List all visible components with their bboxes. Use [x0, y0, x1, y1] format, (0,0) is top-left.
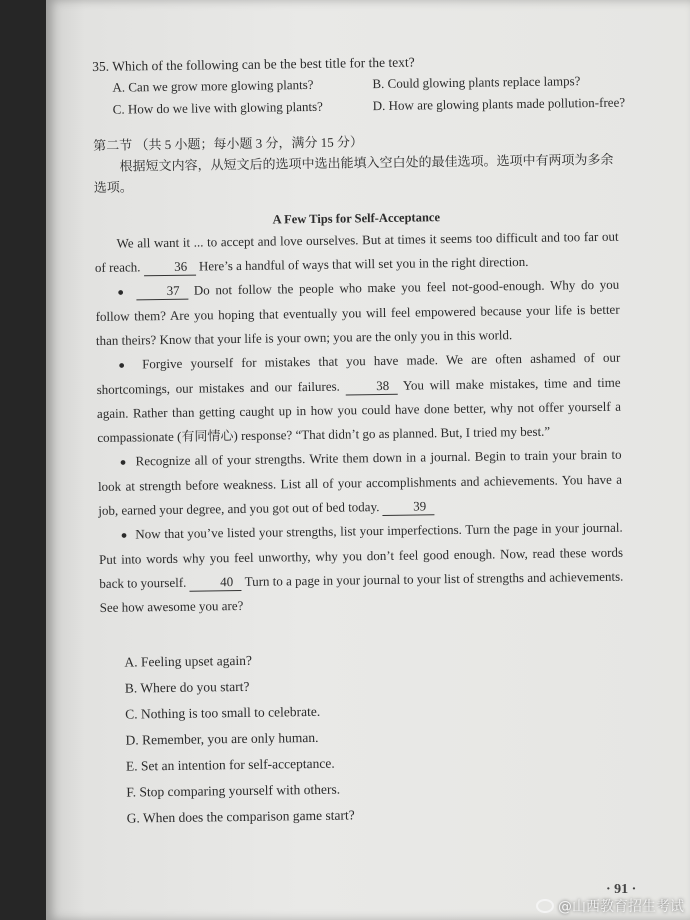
page-content [92, 49, 627, 832]
option-b: B. Could glowing plants replace lamps? [372, 73, 581, 92]
answer-options [100, 643, 626, 832]
section-instructions: 根据短文内容，从短文后的选项中选出能填入空白处的最佳选项。选项中有两项为多余选项。 [93, 151, 614, 195]
section-2 [93, 128, 618, 198]
text: We all want it ... to accept and love ourselves. But at times it seems too difficult and too far out of reach. [94, 228, 619, 275]
text: Forgive yourself for mistakes that you have made. We are often ashamed of our shortcomings, our mistakes and our failures. [96, 349, 621, 397]
text: Turn to a page in your journal to your list of strengths and achievements. See how awesome you are? [99, 568, 624, 615]
paragraph-5 [99, 516, 624, 620]
watermark-text: @山西教育招生考试 [558, 899, 684, 915]
question-stem: 35. Which of the following can be the best title for the text? [92, 54, 415, 74]
text: Recognize all of your strengths. Write them down in a journal. Begin to train your brain to look at strength before weakness. List all of your accomplishments and achievements. You have a job, earned your degree, and you got out of bed today. [97, 446, 623, 518]
option-d: D. How are glowing plants made pollution-free? [372, 94, 626, 114]
section-heading: 第二节 （共 5 小题；每小题 3 分，满分 15 分） [93, 134, 364, 153]
bullet-icon: ● [118, 359, 131, 372]
paragraph-1 [94, 225, 619, 280]
weibo-icon [536, 899, 554, 913]
answer-d: D. Remember, you are only human. [125, 729, 319, 748]
answer-b: B. Where do you start? [124, 678, 250, 696]
watermark [536, 896, 684, 916]
option-c: C. How do we live with glowing plants? [112, 98, 323, 117]
text: Here’s a handful of ways that will set you in the right direction. [198, 253, 529, 274]
passage-title: A Few Tips for Self-Acceptance [272, 210, 441, 227]
blank-37: 37 [136, 283, 188, 301]
answer-f: F. Stop comparing yourself with others. [126, 781, 341, 800]
paragraph-4 [98, 443, 623, 523]
page-number: · 91 · [606, 882, 637, 897]
paragraph-2 [95, 273, 620, 353]
answer-a: A. Feeling upset again? [124, 652, 253, 670]
question-options [92, 70, 626, 121]
answer-e: E. Set an intention for self-acceptance. [125, 755, 335, 774]
text: You will make mistakes, time and time again. Rather than getting caught up in how you could have done better, why not offer yourself a compassionate (有同情心) response? “That didn’t go as planned. But, I tried my best.” [96, 374, 622, 445]
blank-40: 40 [190, 574, 242, 592]
paragraph-3 [96, 346, 621, 450]
text: Do not follow the people who make you feel not-good-enough. Why do you follow them? Are you hoping that eventually you will feel empowered because your life is better than theirs? Know that your life is your own; you are the only you in this world. [95, 276, 620, 348]
blank-36: 36 [144, 259, 196, 277]
blank-39: 39 [383, 498, 435, 516]
bullet-icon: ● [117, 286, 127, 299]
answer-g: G. When does the comparison game start? [126, 807, 355, 826]
blank-38: 38 [346, 378, 398, 396]
exam-page [46, 0, 690, 920]
text: Now that you’ve listed your strengths, list your imperfections. Turn the page in your journal. Put into words why you feel unworthy, why you don’t feel good enough. Now, read these words back to yourself. [98, 519, 624, 591]
answer-c: C. Nothing is too small to celebrate. [125, 703, 321, 722]
bullet-icon: ● [120, 529, 128, 542]
bullet-icon: ● [119, 456, 128, 469]
option-a: A. Can we grow more glowing plants? [112, 76, 314, 95]
question-35 [92, 49, 626, 121]
